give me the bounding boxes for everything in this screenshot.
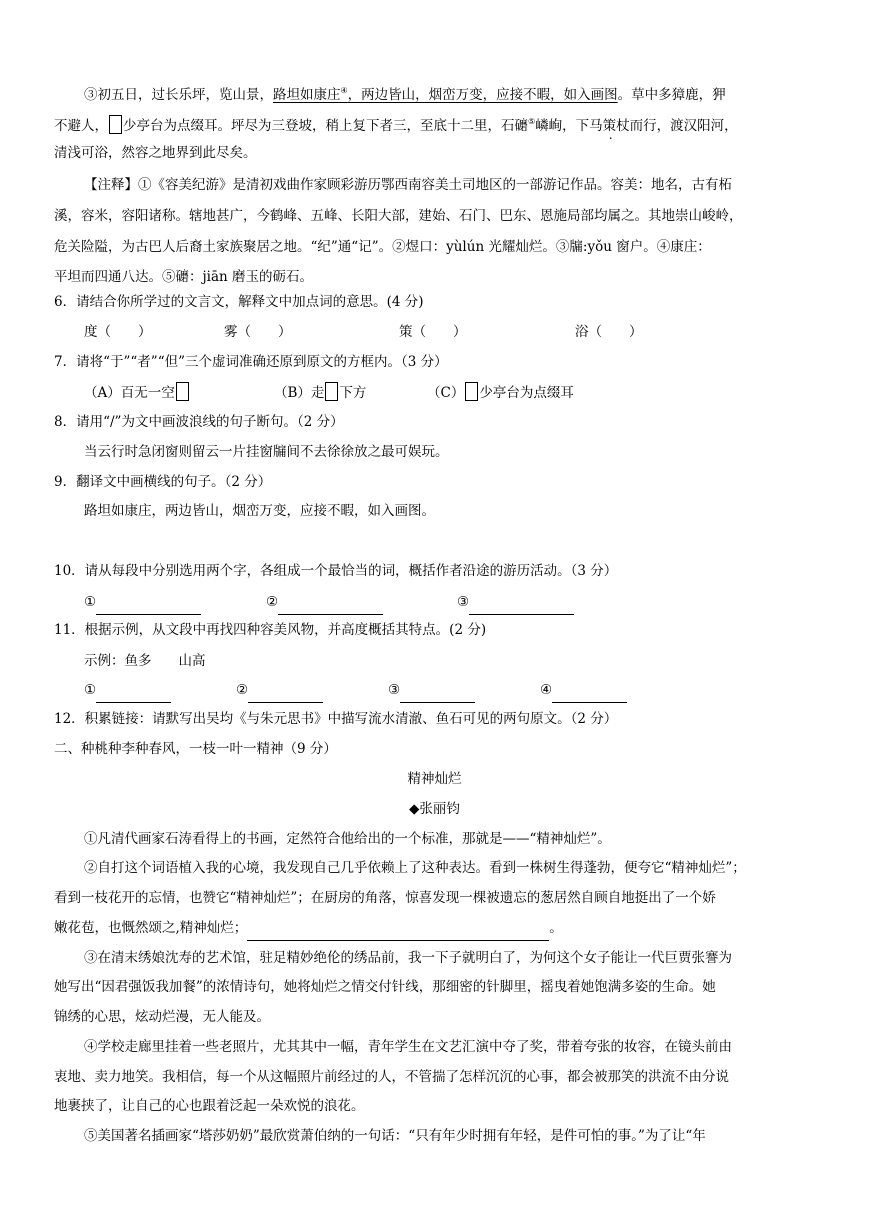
notes-line: 危关险隘，为古巴人后裔土家族聚居之地。“纪”通“记”。②煜口：yùlún 光耀灿烂。③牖:yǒu 窗户。④康庄： (54, 239, 711, 255)
item-a (84, 382, 274, 403)
blank-3 (388, 680, 540, 703)
essay-line: 锦绣的心思，炫动烂漫，无人能及。 (54, 1009, 270, 1025)
essay-line: 地裹挟了，让自己的心也跟着泛起一朵欢悦的浪花。 (54, 1098, 365, 1114)
question-12: 12．积累链接：请默写出吴均《与朱元思书》中描写流水清澈、鱼石可见的两句原文。（2 分） (54, 711, 618, 727)
essay-line: ③在清末绣娘沈寿的艺术馆，驻足精妙绝伦的绣品前，我一下子就明白了，为何这个女子能让一代巨贾张謇为 (84, 950, 732, 966)
item-c-text: （C） (427, 385, 465, 401)
question-8-sentence: 当云行时急闭窗则留云一片挂窗牖间不去徐徐放之最可娱玩。 (84, 444, 449, 460)
blank-2 (266, 592, 457, 615)
blank-marker: ① (84, 594, 97, 610)
essay-line: ④学校走廊里挂着一些老照片，尤其其中一幅，青年学生在文艺汇演中夺了奖，带着夸张的妆容，在镜头前由 (84, 1039, 732, 1055)
question-7-items (84, 382, 574, 403)
answer-box[interactable] (465, 382, 478, 401)
notes-line: 溪，容米，容阳诸称。辖地甚广，今鹤峰、五峰、长阳大部，建始、石门、巴东、恩施局部均属之。其地崇山峻岭， (54, 208, 743, 224)
blank-1 (84, 680, 236, 703)
essay-line (54, 918, 563, 941)
answer-line[interactable] (469, 594, 574, 615)
passage-line (54, 112, 738, 136)
item-b-text: 下方 (339, 385, 367, 401)
question-9: 9．翻译文中画横线的句子。（2 分） (54, 474, 272, 490)
essay-paragraph-1: ①凡清代画家石涛看得上的书画，定然符合他给出的一个标准，那就是——“精神灿烂”。 (84, 831, 611, 847)
answer-line[interactable] (400, 682, 475, 703)
answer-box[interactable] (325, 382, 338, 401)
blank-marker: ① (84, 682, 97, 698)
essay-text: 。 (549, 920, 563, 936)
answer-line[interactable] (278, 594, 383, 615)
underlined-sentence (273, 87, 618, 103)
blank-2 (236, 680, 388, 703)
question-9-sentence: 路坦如康庄，两边皆山，烟峦万变，应接不暇，如入画图。 (84, 503, 435, 519)
passage-text: 嶙峋，下马 (535, 118, 603, 134)
passage-text: 少亭台为点缀耳。坪尽为三登坡，稍上复下者三，至底十二里，石礳 (123, 118, 528, 134)
passage-text: ③初五日，过长乐坪，览山景， (84, 87, 273, 103)
essay-line: 衷地、卖力地笑。我相信，每一个从这幅照片前经过的人，不管揣了怎样沉沉的心事，都会被那笑的洪流不由分说 (54, 1069, 729, 1085)
item-b (274, 382, 427, 403)
question-8: 8．请用“/”为文中画波浪线的句子断句。（2 分） (54, 414, 344, 430)
answer-line[interactable] (248, 682, 323, 703)
essay-line: 看到一枝花开的忘情，也赞它“精神灿烂”；在厨房的角落，惊喜发现一棵被遗忘的葱居然自顾自地挺出了一个娇 (54, 890, 716, 906)
blank-marker: ② (266, 594, 279, 610)
footnote-marker: ⑤ (528, 117, 536, 126)
passage-text: 。草中多獐鹿，狎 (617, 87, 726, 103)
answer-line[interactable] (552, 682, 627, 703)
answer-line[interactable] (96, 682, 171, 703)
question-10: 10．请从每段中分别选用两个字，各组成一个最恰当的词，概括作者沿途的游历活动。（3 分） (54, 563, 618, 579)
passage-line: 清浅可浴，然容之地界到此尽矣。 (54, 145, 257, 161)
answer-box[interactable] (176, 382, 189, 401)
notes-line: 平坦而四通八达。⑤礳：jiān 磨玉的砺石。 (54, 269, 314, 285)
essay-line: 她写出“因君强饭我加餐”的浓情诗句，她将灿烂之情交付针线，那细密的针脚里，摇曳着她饱满多姿的生命。她 (54, 979, 716, 995)
essay-title: 精神灿烂 (407, 771, 462, 787)
essay-line: ⑤美国著名插画家“塔莎奶奶”最欣赏萧伯纳的一句话：“只有年少时拥有年轻，是件可怕的事。”为了让“年 (84, 1128, 706, 1144)
dotted-word: 策 (602, 118, 617, 134)
question-10-blanks (84, 592, 574, 615)
item-c (427, 382, 574, 403)
passage-text: 杖而行，渡汉阳河， (616, 118, 738, 134)
question-11-blanks (84, 680, 627, 703)
option-du[interactable]: 度（ ） (84, 324, 152, 340)
passage-line (84, 81, 726, 105)
essay-author: ◆张丽钧 (409, 801, 460, 817)
blank-4 (540, 680, 627, 703)
question-7: 7．请将“于”“者”“但”三个虚词准确还原到原文的方框内。（3 分） (54, 354, 448, 370)
blank-3 (457, 592, 574, 615)
essay-line: ②自打这个词语植入我的心境，我发现自己几乎依赖上了这种表达。看到一株树生得蓬勃，便夸它“精神灿烂”； (84, 860, 746, 876)
section-heading: 二、种桃种李种春风，一枝一叶一精神（9 分） (54, 741, 337, 757)
fill-in-blank[interactable] (247, 920, 549, 941)
blank-marker: ② (236, 682, 249, 698)
question-6: 6．请结合你所学过的文言文，解释文中加点词的意思。(4 分) (54, 294, 424, 310)
notes-line: 【注释】①《容美纪游》是清初戏曲作家顾彩游历鄂西南容美土司地区的一部游记作品。容美：地名，古有柘 (84, 177, 732, 193)
passage-text: 不避人， (54, 118, 108, 134)
underlined-text: 路坦如康庄 (273, 87, 341, 103)
blank-marker: ③ (388, 682, 401, 698)
option-wu[interactable]: 雾（ ） (224, 324, 292, 340)
answer-line[interactable] (96, 594, 201, 615)
item-a-text: （A）百无一空 (84, 385, 175, 401)
question-11: 11．根据示例，从文段中再找四种容美风物，并高度概括其特点。(2 分) (54, 622, 487, 638)
underlined-text: ，两边皆山，烟峦万变，应接不暇，如入画图 (347, 87, 618, 103)
option-ce[interactable]: 策（ ） (399, 324, 467, 340)
blank-marker: ③ (457, 594, 470, 610)
question-6-options (84, 322, 804, 342)
footnote-marker: ④ (340, 86, 348, 95)
blank-marker: ④ (540, 682, 553, 698)
option-yu[interactable]: 浴（ ） (575, 324, 643, 340)
answer-box[interactable] (109, 115, 122, 134)
item-b-text: （B）走 (274, 385, 325, 401)
item-c-text: 少亭台为点缀耳 (479, 385, 574, 401)
question-11-example: 示例：鱼多 山高 (84, 653, 206, 669)
blank-1 (84, 592, 266, 615)
essay-text: 嫩花苞，也慨然颂之,精神灿烂； (54, 920, 248, 936)
